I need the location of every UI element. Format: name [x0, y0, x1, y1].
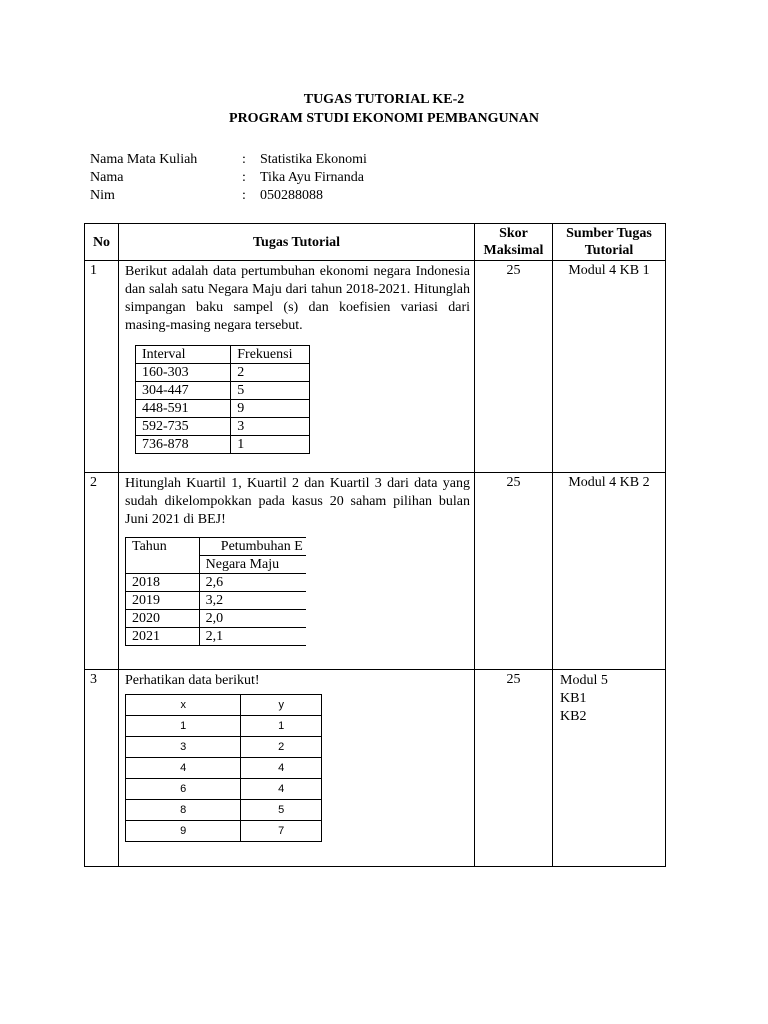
subtable-cell: 2020 [126, 610, 200, 628]
meta-value: Tika Ayu Firnanda [260, 170, 364, 185]
header-source-line1: Sumber Tugas [566, 226, 652, 241]
subtable-header: Tahun [126, 538, 200, 556]
header-skor-line1: Skor [499, 226, 528, 241]
task-text: Hitunglah Kuartil 1, Kuartil 2 dan Kuartil 3 dari data yang sudah dikelompokkan pada kasus 20 saham pilihan bulan Juni 2021 di BEJ! [125, 476, 470, 527]
tutorial-task-table [84, 223, 666, 867]
subtable-cell: 9 [126, 821, 241, 842]
header-skor-line2: Maksimal [483, 243, 544, 258]
row-source: Modul 4 KB 1 [553, 261, 666, 473]
subtable-cell: 2 [241, 737, 322, 758]
subtable-cell: 2,6 [199, 574, 306, 592]
header-task: Tugas Tutorial [119, 224, 475, 261]
meta-colon: : [242, 170, 246, 185]
subtable-cell: 160-303 [136, 364, 231, 382]
meta-colon: : [242, 152, 246, 167]
subtable-cell: 2 [231, 364, 310, 382]
row-number: 3 [85, 670, 119, 867]
subtable-row [126, 800, 322, 821]
subtable-header: Interval [136, 346, 231, 364]
subtable-cell-empty [126, 556, 200, 574]
subtable-cell: 4 [241, 758, 322, 779]
subtable-cell: 3,2 [199, 592, 306, 610]
subtable-cell: 2019 [126, 592, 200, 610]
subtable-header-row [136, 346, 310, 364]
source-line: Modul 5 [560, 673, 608, 688]
subtable-row [126, 779, 322, 800]
subtable-cell: 2021 [126, 628, 200, 646]
subtable-row [126, 758, 322, 779]
subtable-cell: 9 [231, 400, 310, 418]
table-row [85, 670, 666, 867]
subtable-row [126, 737, 322, 758]
row-skor: 25 [475, 473, 553, 670]
meta-label: Nama [90, 170, 124, 185]
subtable-header-row [126, 695, 322, 716]
subtable-row [136, 436, 310, 454]
header-no: No [85, 224, 119, 261]
subtable-cell: 3 [126, 737, 241, 758]
header-source-line2: Tutorial [584, 243, 634, 258]
task-text: Berikut adalah data pertumbuhan ekonomi negara Indonesia dan salah satu Negara Maju dari tahun 2018-2021. Hitunglah simpangan baku sampel (s) dan koefisien variasi dari masing-masing negara tersebut. [125, 264, 470, 333]
subtable-header: Negara Maju [199, 556, 306, 574]
subtable-header: x [126, 695, 241, 716]
row-task [119, 261, 475, 473]
subtable-row [126, 574, 307, 592]
header-skor [475, 224, 553, 261]
subtable-row [136, 400, 310, 418]
subtable-row [126, 716, 322, 737]
growth-table [125, 537, 306, 646]
subtable-cell: 736-878 [136, 436, 231, 454]
row-skor: 25 [475, 670, 553, 867]
subtable-header-row [126, 556, 307, 574]
subtable-cell: 5 [241, 800, 322, 821]
row-source [553, 670, 666, 867]
row-task [119, 473, 475, 670]
subtable-header: Frekuensi [231, 346, 310, 364]
subtable-row [126, 821, 322, 842]
subtable-row [126, 610, 307, 628]
subtable-cell: 1 [241, 716, 322, 737]
subtable-cell: 2018 [126, 574, 200, 592]
subtable-header-row [126, 538, 307, 556]
subtable-row [136, 382, 310, 400]
row-number: 2 [85, 473, 119, 670]
source-line: KB1 [560, 691, 587, 706]
meta-label: Nim [90, 188, 115, 203]
task-text: Perhatikan data berikut! [125, 673, 260, 688]
subtable-cell: 1 [126, 716, 241, 737]
subtable-cell: 448-591 [136, 400, 231, 418]
program-title: PROGRAM STUDI EKONOMI PEMBANGUNAN [229, 111, 539, 126]
interval-frequency-table [135, 345, 310, 454]
subtable-cell: 4 [241, 779, 322, 800]
subtable-cell: 2,0 [199, 610, 306, 628]
table-row [85, 473, 666, 670]
subtable-cell: 2,1 [199, 628, 306, 646]
subtable-row [126, 628, 307, 646]
row-source: Modul 4 KB 2 [553, 473, 666, 670]
subtable-row [126, 592, 307, 610]
row-skor: 25 [475, 261, 553, 473]
xy-data-table [125, 694, 322, 842]
source-line: KB2 [560, 709, 587, 724]
subtable-cell: 4 [126, 758, 241, 779]
meta-value: 050288088 [260, 188, 323, 203]
header-source [553, 224, 666, 261]
subtable-header: Petumbuhan E [199, 538, 306, 556]
meta-colon: : [242, 188, 246, 203]
growth-table-clip [125, 537, 306, 646]
subtable-cell: 304-447 [136, 382, 231, 400]
document-title: TUGAS TUTORIAL KE-2 [303, 92, 465, 107]
subtable-cell: 1 [231, 436, 310, 454]
table-row [85, 261, 666, 473]
subtable-cell: 5 [231, 382, 310, 400]
subtable-cell: 8 [126, 800, 241, 821]
subtable-cell: 592-735 [136, 418, 231, 436]
subtable-header: y [241, 695, 322, 716]
meta-value: Statistika Ekonomi [260, 152, 367, 167]
subtable-row [136, 418, 310, 436]
table-header-row [85, 224, 666, 261]
row-task [119, 670, 475, 867]
subtable-cell: 7 [241, 821, 322, 842]
subtable-row [136, 364, 310, 382]
row-number: 1 [85, 261, 119, 473]
subtable-cell: 3 [231, 418, 310, 436]
meta-label: Nama Mata Kuliah [90, 152, 198, 167]
subtable-cell: 6 [126, 779, 241, 800]
